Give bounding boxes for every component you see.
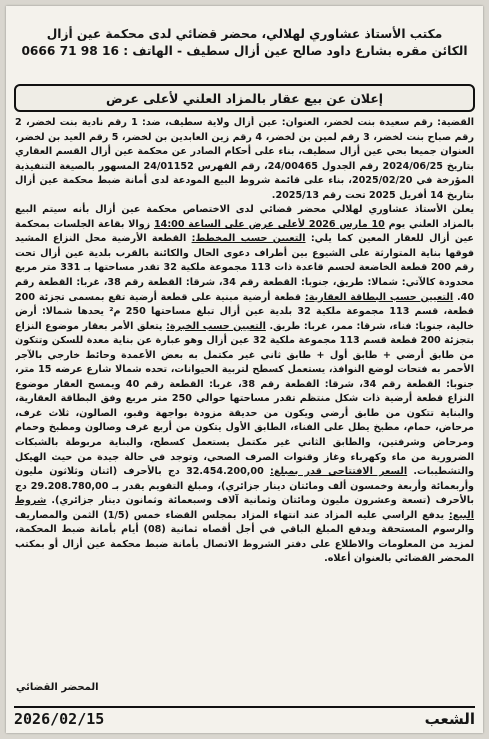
publication-footer: [14, 706, 475, 730]
signature-row: [16, 682, 473, 698]
opening-price-label: السعر الافتتاحي قدر بمبلغ:: [270, 466, 408, 478]
sale-intro: يعلن الأستاذ عشاوري لهلالي محضر قضائي لدى الاختصاص محكمة عين أزال بأنه سيتم البيع بالمزاد العلني يوم: [15, 204, 474, 230]
designation-land-card-text: قطعة أرضية مبنية على قطعة أرضية تقع بمسمى تجزئة 200 قطعة، قسم 113 مجموعة ملكية 32 بلدية عين أزال تبلغ مساحتها 250 م² يحدها شمالا: أرض خالية، جنوبا: فناء، شرقا: ممر، غربا: طريق.: [15, 291, 474, 332]
signature-label: المحضر القضائي: [16, 682, 99, 693]
sale-venue: زوالا بقاعة الجلسات بمحكمة عين أزال للعقار المعين كما يلي:: [15, 218, 474, 245]
newspaper-clipping: [6, 6, 483, 733]
case-parties: القضية: رقم سعيدة بنت لخضر، العنوان: عين أزال ولاية سطيف، ضد: 1 رقم نادية بنت لخضر، 2 رقم صباح بنت لخضر، 3 رقم لمين بن لخضر، 4 رقم زين العابدين بن لخضر، 5 رقم العيد بن لخضر، العنوان جميعا بحي عين أزال سطيف، بناء على أحكام الصادر عن محكمة عين أزال القسم العقاري بتاريخ 2024/06/25 رقم الجدول 24/00465، رقم الفهرس 24/01152 المسهور بالصيغة التنفيذية المؤرخة في 2025/02/20، بناء على قائمة شروط البيع المودعة لدى أمانة ضبط محكمة عين أزال بتاريخ 14 أفريل 2025 تحت رقم 2025/13.: [15, 117, 474, 201]
sale-conditions-text: يدفع الراسي عليه المزاد عند انتهاء المزاد بمجلس القضاء خمس (1/5) الثمن والمصاريف والرسوم المستحقة ويدفع المبلغ الباقي في أجل أقصاه ثمانية (08) أيام بأمانة ضبط المحكمة، لمزيد من المعلومات والاطلاع على دفتر الشروط الاتصال بأمانة ضبط محكمة عين أزال أو بمكتب المحضر القضائي بالعنوان أعلاه.: [15, 509, 474, 565]
designation-expertise-label: التعيين حسب الخبرة:: [166, 320, 266, 332]
designation-expertise-text: يتعلق الأمر بعقار موضوع النزاع بتجزئة 200 قطعة قسم 113 مجموعة ملكية 32 عين أزال وهو عبارة عن بناية معدة للسكن وتتكون من طابق أرضي + طابق أول + طابق ثاني غير مكتمل به بعض الأعمدة وحائط خارجي بالآجر الأحمر به فتحات لوضع النوافذ، يستعمل كسطح لتربية الحيوانات، تحده شمالا شارع عرضه 15 متر، جنوبا: القطعة رقم 34، شرقا: القطعة رقم 38، غربا: القطعة رقم 40 ويمسح العقار موضوع النزاع قطعة أرضية ذات شكل منتظم تقدر مساحتها حوالي 250 متر مربع وفق البطاقة العقارية، والبناية تتكون من طابق أرضي ويكون من حديقة مزودة بواجهة وقبو، الصالون، ثلاث غرف، مرحاض، حمام، مطبخ يطل على الفناء، الطابق الأول يتكون من أربع غرف وصالون ومطبخ وحمام ومرحاض وشرفتين، والطابق الثاني غير مكتمل يستعمل كسطح، والبناية مربوطة بالشبكات الضرورية من ماء وكهرباء وغاز وقنوات الصرف الصحي، وتوجد في حالة جيدة من حيث الهيكل والتشطيبات.: [15, 320, 474, 478]
designation-plan-text: القطعة الأرضية محل النزاع المشيد فوقها بناية المتوارثة على الشيوع بين أطراف دعوى الحال والكائنة بالقرب بلدية عين أزال تحت رقم 200 قطعة الخاضعة لحسم قاعدة ذات 113 مجموعة ملكية 32 تقدر مساحتها بـ 331 متر مربع محدودة كالآتي: شمالا: طريق، جنوبا: القطعة رقم 34، شرقا: القطعة رقم 38، غربا: القطعة رقم 40.: [15, 233, 474, 303]
office-address-text: الكائن مقره بشارع داود صالح عين أزال سطيف - الهاتف :: [123, 44, 468, 58]
office-address: [14, 43, 475, 60]
sale-conditions-label: شروط البيع:: [15, 495, 474, 521]
designation-land-card-label: التعيين حسب البطاقة العقارية:: [304, 291, 454, 303]
publication-date: 2026/02/15: [14, 710, 105, 728]
opening-price-text: 32.454.200,00 دج بالأحرف (اثنان وثلاثون مليون وأربعمائة وأربعة وخمسون ألف ومائتان دينار جزائري)، ومبلغ التقويم يقدر بـ 29.208.780,00 دج بالأحرف (تسعة وعشرون مليون ومائتان وثمانية آلاف وسبعمائة وثمانون دينار جزائري).: [15, 466, 474, 507]
notice-body: [15, 116, 474, 681]
notice-title-banner: [14, 84, 475, 112]
office-title: مكتب الأستاذ عشاوري لهلالي، محضر قضائي لدى محكمة عين أزال: [46, 27, 443, 41]
publication-name: الشعب: [424, 710, 475, 728]
sale-date: 10 مارس 2026 لأعلى عرض على الساعة 14:00: [153, 218, 385, 230]
notice-title: إعلان عن بيع عقار بالمزاد العلني لأعلى عرض: [105, 90, 384, 106]
office-phone: 0666 71 98 16: [21, 44, 119, 58]
notice-header: [14, 26, 475, 60]
sale-announcement: [15, 203, 474, 567]
designation-plan-label: التعيين حسب المخطط:: [191, 233, 306, 245]
